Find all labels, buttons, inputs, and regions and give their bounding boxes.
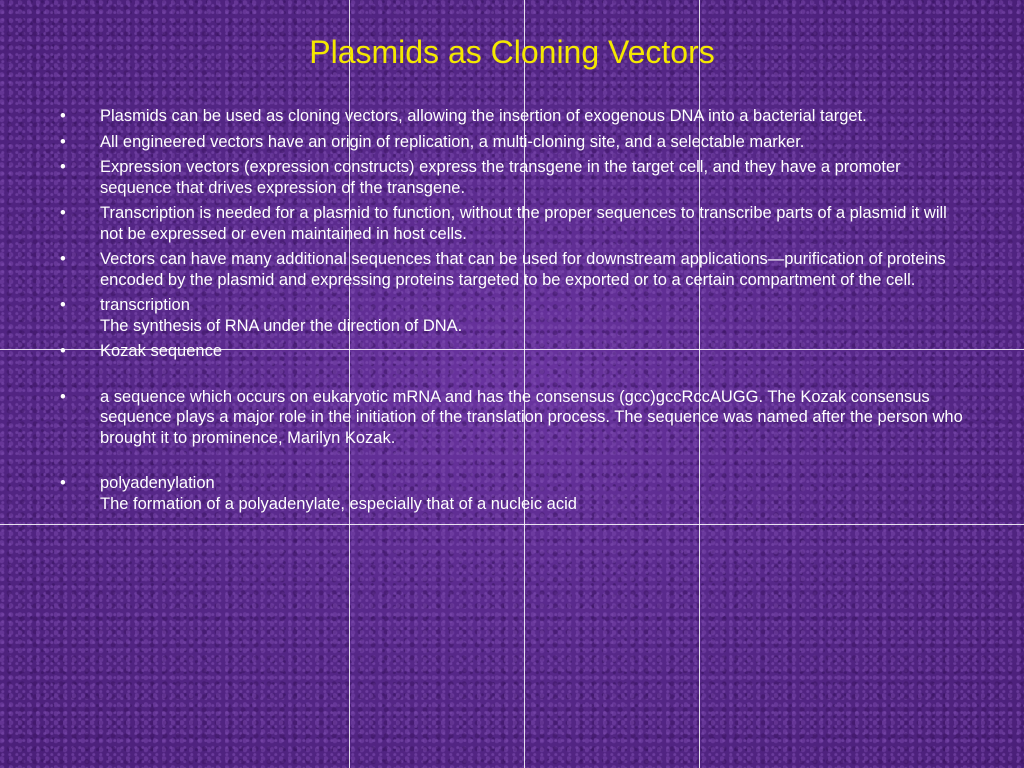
bullet-item-polyadenylation: [60, 473, 965, 514]
bullet-term: polyadenylation: [100, 474, 215, 492]
bullet-marker: •: [60, 107, 66, 125]
bullet-text: All engineered vectors have an origin of replication, a multi-cloning site, and a selectable marker.: [100, 132, 805, 151]
bullet-definition: The formation of a polyadenylate, especially that of a nucleic acid: [100, 494, 577, 513]
bullet-marker: •: [60, 387, 66, 406]
bullet-marker: •: [60, 204, 66, 222]
bullet-definition: The synthesis of RNA under the direction of DNA.: [100, 316, 463, 335]
bullet-list: [60, 106, 965, 519]
bullet-item: [60, 249, 965, 290]
bullet-item: [60, 203, 965, 244]
bullet-term: transcription: [100, 296, 190, 314]
bullet-item-kozak: [60, 341, 965, 362]
bullet-text: Expression vectors (expression constructs) express the transgene in the target cell, and they have a promoter sequence that drives expression of the transgene.: [100, 158, 901, 197]
bullet-marker: •: [60, 342, 66, 360]
bullet-text: Vectors can have many additional sequences that can be used for downstream applications—purification of proteins encoded by the plasmid and expressing proteins targeted to be exported or to a certain compartment of the cell.: [100, 250, 946, 289]
bullet-marker: •: [60, 250, 66, 268]
slide-title: Plasmids as Cloning Vectors: [309, 34, 715, 70]
grid-line-horizontal-2: [0, 524, 1024, 525]
bullet-text: Kozak sequence: [100, 342, 223, 360]
bullet-marker: •: [60, 132, 66, 151]
bullet-marker: •: [60, 474, 66, 492]
bullet-marker: •: [60, 296, 66, 314]
bullet-item-transcription: [60, 295, 965, 336]
bullet-item: [60, 387, 965, 449]
bullet-text: a sequence which occurs on eukaryotic mRNA and has the consensus (gcc)gccRccAUGG. The Kozak consensus sequence plays a major role in the initiation of the translation process. The sequence was named after the person who brought it to prominence, Marilyn Kozak.: [100, 387, 963, 447]
bullet-text: Plasmids can be used as cloning vectors, allowing the insertion of exogenous DNA into a bacterial target.: [100, 107, 867, 125]
bullet-item: [60, 157, 965, 198]
bullet-text: Transcription is needed for a plasmid to function, without the proper sequences to transcribe parts of a plasmid it will not be expressed or even maintained in host cells.: [100, 204, 947, 243]
bullet-marker: •: [60, 158, 66, 176]
bullet-item: [60, 106, 965, 127]
bullet-item: [60, 132, 965, 153]
